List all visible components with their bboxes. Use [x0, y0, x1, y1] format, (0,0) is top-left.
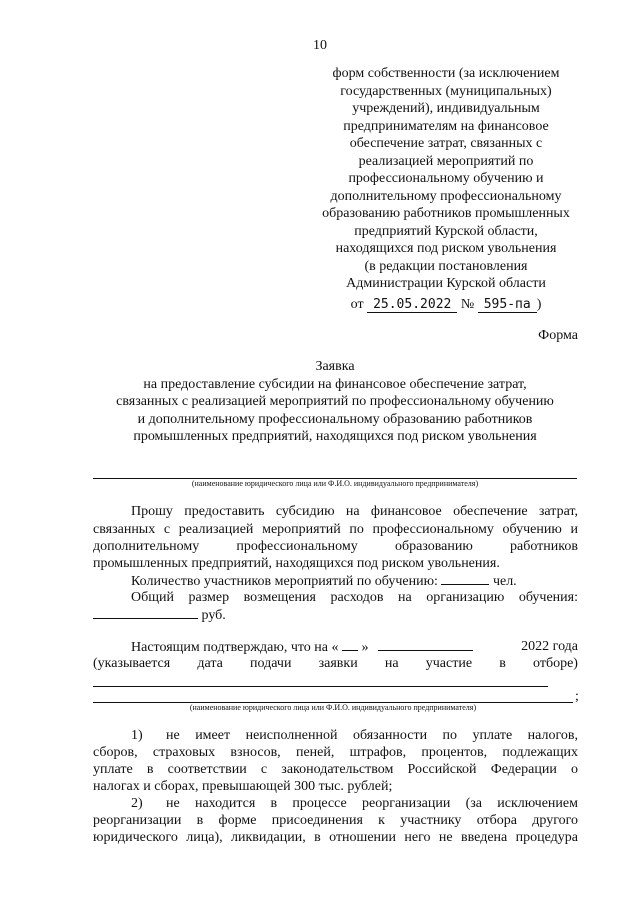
decree-from-label: от	[350, 296, 364, 312]
header-line: дополнительному профессиональному	[330, 188, 562, 204]
header-line: обеспечение затрат, связанных с	[349, 136, 543, 151]
confirm-text	[131, 638, 473, 656]
participants-label: Количество участников мероприятий по обучению:	[131, 574, 438, 589]
expenses-row	[93, 606, 226, 624]
confirm-year: 2022 года	[521, 639, 578, 654]
item-1-line: уплате в соответствии с законодательством Российской Федерации о	[93, 762, 578, 777]
application-title	[90, 358, 580, 446]
item-1-line: сборов, страховых взносов, пеней, штрафов, процентов, подлежащих	[93, 745, 578, 760]
header-line: Администрации Курской области	[346, 276, 546, 291]
title-line: Заявка	[315, 359, 355, 374]
confirm-note-word: участие	[425, 656, 473, 671]
applicant-name-line-2a[interactable]	[93, 686, 548, 687]
request-line-last: промышленных предприятий, находящихся под риском увольнения.	[93, 556, 500, 571]
decree-number: 595-па	[478, 298, 537, 313]
header-line: форм собственности (за исключением	[332, 66, 560, 81]
confirm-month-input[interactable]	[378, 638, 473, 651]
item-2-first	[131, 795, 578, 812]
header-line: предпринимателям на финансовое	[343, 118, 549, 134]
participants-row	[131, 572, 517, 590]
confirm-note-word: отборе)	[533, 656, 578, 671]
header-line: профессиональному обучению и	[348, 171, 544, 186]
header-line: предприятий Курской области,	[354, 223, 538, 239]
header-line: образованию работников промышленных	[322, 206, 570, 221]
request-line: связанных с реализацией мероприятий по профессиональному обучению и	[93, 522, 578, 537]
confirm-note-word: на	[384, 656, 399, 671]
expenses-input[interactable]	[93, 606, 198, 619]
item-1-first	[131, 727, 578, 744]
confirm-note-word: (указывается	[93, 656, 171, 671]
title-line: на предоставление субсидии на финансовое обеспечение затрат,	[143, 376, 527, 392]
item-2-number: 2)	[131, 796, 143, 811]
page-number: 10	[313, 38, 327, 53]
item-1-last: налогах и сборах, превышающей 300 тыс. рублей;	[93, 779, 393, 794]
item-1-text: не имеет неисполненной обязанности по уплате налогов,	[166, 728, 578, 743]
confirm-note-word: дата	[197, 656, 223, 671]
confirm-start: Настоящим подтверждаю, что на «	[131, 640, 339, 655]
title-line: и дополнительному профессиональному образованию работников	[137, 411, 533, 427]
decree-number-label: №	[460, 296, 475, 312]
request-line: дополнительному профессиональному образованию работников	[93, 539, 578, 554]
participants-input[interactable]	[441, 572, 489, 585]
decree-close: )	[536, 296, 542, 312]
confirm-note-row	[93, 655, 578, 672]
colon: ;	[575, 689, 579, 704]
header-line: (в редакции постановления	[364, 258, 528, 274]
appendix-header	[318, 65, 574, 313]
applicant-caption-2: (наименование юридического лица или Ф.И.О. индивидуального предпринимателя)	[189, 703, 477, 712]
header-line: находящихся под риском увольнения	[335, 241, 557, 256]
confirm-note-word: заявки	[318, 656, 358, 671]
decree-date: 25.05.2022	[367, 298, 457, 313]
header-line: государственных (муниципальных)	[340, 83, 552, 99]
item-1-number: 1)	[131, 728, 143, 743]
expenses-unit: руб.	[201, 608, 226, 623]
header-line: учреждений), индивидуальным	[352, 101, 540, 116]
item-2-text: не находится в процессе реорганизации (за исключением	[166, 796, 578, 811]
expenses-line: Общий размер возмещения расходов на организацию обучения:	[131, 590, 578, 605]
confirm-row	[131, 638, 578, 656]
title-line: связанных с реализацией мероприятий по профессиональному обучению	[116, 394, 554, 410]
confirm-note-word: подачи	[250, 656, 292, 671]
header-line: реализацией мероприятий по	[358, 153, 534, 169]
form-label: Форма	[538, 328, 578, 343]
confirm-day-input[interactable]	[342, 638, 358, 651]
decree-line	[318, 296, 574, 314]
item-2-line: юридического лица), ликвидации, в отношении него не введена процедура	[93, 830, 578, 845]
confirm-note-word: в	[499, 656, 506, 671]
title-line: промышленных предприятий, находящихся под риском увольнения	[133, 429, 537, 445]
participants-unit: чел.	[492, 574, 517, 589]
applicant-caption: (наименование юридического лица или Ф.И.О. индивидуального предпринимателя)	[191, 479, 479, 488]
request-line: Прошу предоставить субсидию на финансовое обеспечение затрат,	[131, 504, 578, 519]
item-2-line: реорганизации в форме присоединения к участнику отбора другого	[93, 813, 578, 828]
confirm-quote-close: »	[361, 640, 369, 655]
